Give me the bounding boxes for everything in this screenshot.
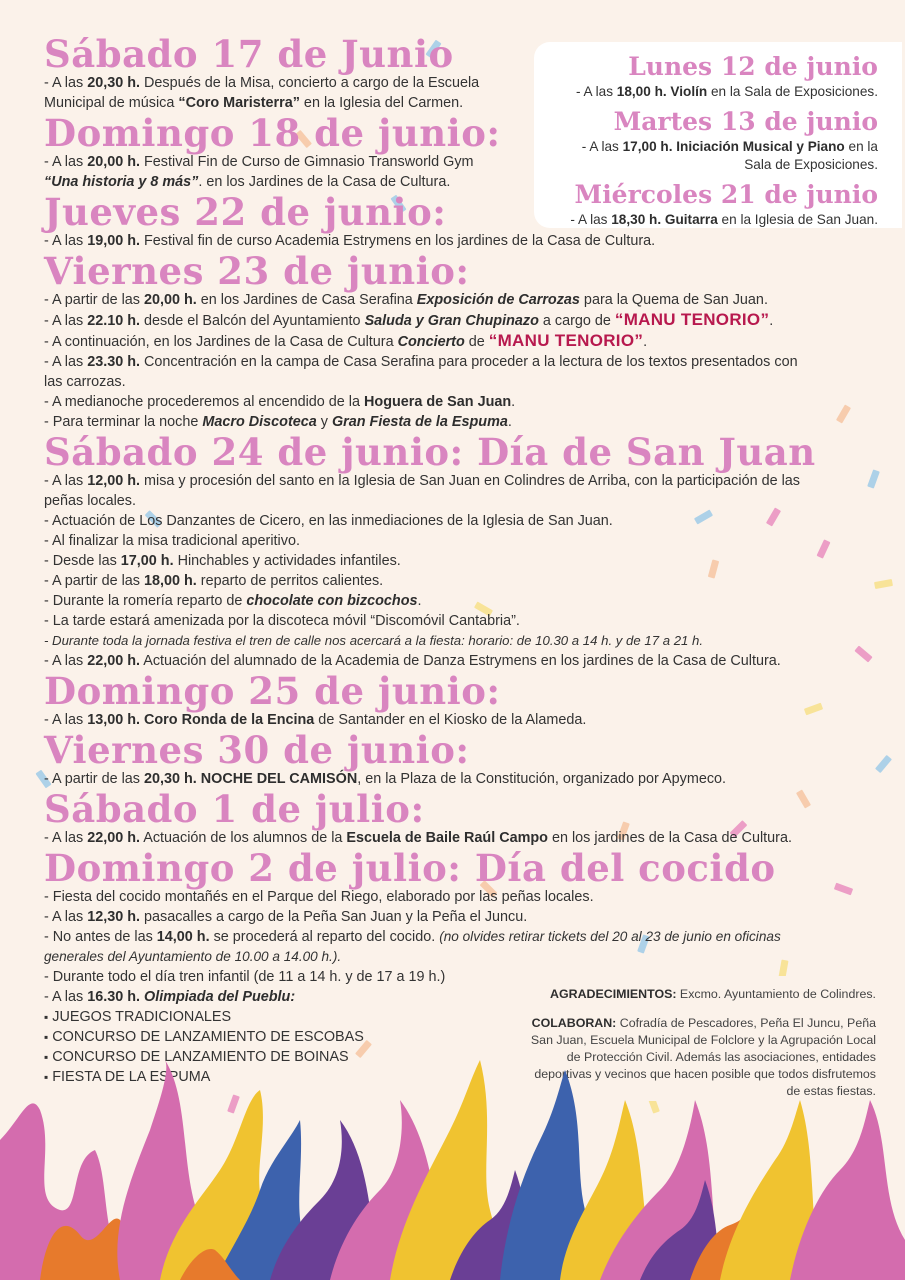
day-title: Sábado 24 de junio: Día de San Juan	[44, 430, 816, 474]
day-title: Sábado 1 de julio:	[44, 787, 425, 831]
event-line: - A las 13,00 h. Coro Ronda de la Encina de Santander en el Kiosko de la Alameda.	[44, 712, 587, 728]
bullet-item: ▪ FIESTA DE LA ESPUMA	[44, 1067, 874, 1087]
day-title: Viernes 30 de junio:	[44, 728, 470, 772]
performer-highlight: “MANU TENORIO”	[488, 331, 644, 350]
day-section	[44, 430, 874, 671]
colaboran-line: San Juan, Escuela Municipal de Folclore y la Agrupación Local	[530, 1033, 876, 1047]
confetti-piece	[875, 755, 892, 773]
colaboran-line: de Protección Civil. Además las asociaciones, entidades	[566, 1050, 876, 1064]
event-line: - A las 20,30 h. Después de la Misa, concierto a cargo de la Escuela	[44, 75, 480, 91]
event-line: - A continuación, en los Jardines de la Casa de Cultura Concierto de “MANU TENORIO”.	[44, 331, 648, 350]
event-line: generales del Ayuntamiento de 10.00 a 14.00 h.).	[44, 949, 342, 964]
event-line: - La tarde estará amenizada por la discoteca móvil “Discomóvil Cantabria”.	[44, 613, 520, 629]
event-line: - A las 22.10 h. desde el Balcón del Ayuntamiento Saluda y Gran Chupinazo a cargo de “MANU TENORIO”.	[44, 310, 774, 329]
event-line: - A las 12,30 h. pasacalles a cargo de la Peña San Juan y la Peña el Juncu.	[44, 909, 528, 925]
event-line: Municipal de música “Coro Maristerra” en la Iglesia del Carmen.	[44, 95, 464, 111]
event-line: “Una historia y 8 más”. en los Jardines de la Casa de Cultura.	[44, 174, 451, 190]
bullet-item: ▪ CONCURSO DE LANZAMIENTO DE BOINAS	[44, 1047, 874, 1067]
day-title: Sábado 17 de Junio	[44, 32, 454, 76]
event-line: - A partir de las 20,30 h. NOCHE DEL CAMISÓN, en la Plaza de la Constitución, organizado por Apymeco.	[44, 771, 727, 787]
event-line: - Durante todo el día tren infantil (de 11 a 14 h. y de 17 a 19 h.)	[44, 969, 446, 985]
day-section	[44, 111, 874, 192]
day-title: Domingo 18 de junio:	[44, 111, 501, 155]
performer-highlight: “MANU TENORIO”	[614, 310, 770, 329]
event-line: las carrozas.	[44, 374, 126, 390]
event-line: - A partir de las 18,00 h. reparto de perritos calientes.	[44, 573, 384, 589]
day-section	[44, 728, 874, 789]
colaboran-line: de estas fiestas.	[786, 1084, 876, 1098]
event-line: peñas locales.	[44, 493, 137, 509]
event-line: - Durante la romería reparto de chocolate con bizcochos.	[44, 593, 422, 609]
main-schedule	[44, 32, 874, 1087]
agradecimientos-line: AGRADECIMIENTOS: Excmo. Ayuntamiento de Colindres.	[550, 987, 876, 1001]
sidebar-day-line: - A las 18,30 h. Guitarra en la Iglesia de San Juan.	[570, 212, 878, 227]
sidebar-day-line: - A las 18,00 h. Violín en la Sala de Exposiciones.	[575, 84, 878, 99]
event-line: - A las 19,00 h. Festival fin de curso Academia Estrymens en los jardines de la Casa de Cultura.	[44, 233, 656, 249]
day-section	[44, 787, 874, 848]
event-line: - Fiesta del cocido montañés en el Parque del Riego, elaborado por las peñas locales.	[44, 889, 594, 905]
day-title: Domingo 25 de junio:	[44, 669, 501, 713]
colaboran-line: deportivas y vecinos que hacen posible que todos disfrutemos	[534, 1067, 876, 1081]
day-section	[44, 32, 874, 113]
event-line: - A las 16.30 h. Olimpiada del Pueblu:	[44, 989, 296, 1005]
event-line: - Actuación de Los Danzantes de Cicero, en las inmediaciones de la Iglesia de San Juan.	[44, 513, 613, 529]
day-title: Domingo 2 de julio: Día del cocido	[44, 846, 776, 890]
colaboran-line: COLABORAN: Cofradía de Pescadores, Peña El Juncu, Peña	[531, 1016, 876, 1030]
event-line: - Para terminar la noche Macro Discoteca y Gran Fiesta de la Espuma.	[44, 414, 512, 430]
event-line: - A medianoche procederemos al encendido de la Hoguera de San Juan.	[44, 394, 516, 410]
day-title: Viernes 23 de junio:	[44, 249, 470, 293]
event-line: - A las 23.30 h. Concentración en la campa de Casa Serafina para proceder a la lectura de los textos presentados con	[44, 354, 798, 370]
bullet-item: ▪ JUEGOS TRADICIONALES	[44, 1007, 874, 1027]
event-line: - A las 20,00 h. Festival Fin de Curso de Gimnasio Transworld Gym	[44, 154, 474, 170]
event-line: - A las 22,00 h. Actuación de los alumnos de la Escuela de Baile Raúl Campo en los jardines de la Casa de Cultura.	[44, 830, 792, 846]
day-section	[44, 249, 874, 432]
bullet-item: ▪ CONCURSO DE LANZAMIENTO DE ESCOBAS	[44, 1027, 874, 1047]
event-line: - A las 12,00 h. misa y procesión del santo en la Iglesia de San Juan en Colindres de Arriba, con la participación de las	[44, 473, 800, 489]
event-line: - Desde las 17,00 h. Hinchables y actividades infantiles.	[44, 553, 401, 569]
sidebar-day-title: Miércoles 21 de junio	[574, 180, 878, 209]
day-section	[44, 190, 874, 251]
event-line: - A partir de las 20,00 h. en los Jardines de Casa Serafina Exposición de Carrozas para la Quema de San Juan.	[44, 292, 768, 308]
event-line: - Durante toda la jornada festiva el tren de calle nos acercará a la fiesta: horario: de 10.30 a 14 h. y de 17 a 21 h.	[44, 633, 704, 648]
event-line: - No antes de las 14,00 h. se procederá al reparto del cocido. (no olvides retirar tickets del 20 al 23 de junio en oficinas	[44, 929, 781, 945]
sidebar-day-title: Lunes 12 de junio	[628, 52, 878, 81]
day-title: Jueves 22 de junio:	[44, 190, 447, 234]
flames-illustration	[0, 1060, 905, 1280]
sidebar-day-title: Martes 13 de junio	[613, 107, 878, 136]
confetti-piece	[874, 579, 893, 589]
sidebar-day-line: - A las 17,00 h. Iniciación Musical y Piano en la Sala de Exposiciones.	[581, 139, 878, 172]
event-line: - Al finalizar la misa tradicional aperitivo.	[44, 533, 300, 549]
day-section	[44, 669, 874, 730]
event-line: - A las 22,00 h. Actuación del alumnado de la Academia de Danza Estrymens en los jardines de la Casa de Cultura.	[44, 653, 781, 669]
